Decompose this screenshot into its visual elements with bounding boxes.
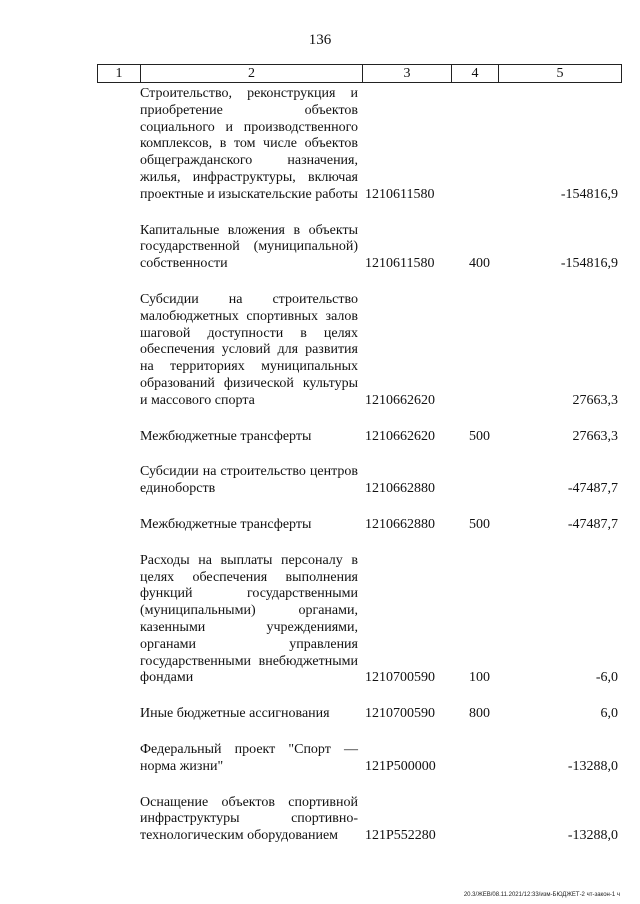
row-description: Федеральный проект "Спорт — норма жизни" bbox=[140, 741, 358, 774]
row-sum: -13288,0 bbox=[567, 828, 618, 844]
row-code: 1210700590 bbox=[365, 706, 435, 722]
table-row bbox=[97, 553, 622, 687]
row-sum: 6,0 bbox=[600, 706, 618, 722]
row-description: Строительство, реконструкция и приобретение объектов социального и производственного комплексов, в том числе объектов общегражданского назначения, жилья, инфраструктуры, включая проектные и изыскательские работы bbox=[140, 86, 358, 202]
row-sum: -154816,9 bbox=[560, 256, 618, 272]
row-code: 121P500000 bbox=[365, 758, 436, 774]
row-kind: 500 bbox=[469, 516, 490, 532]
row-sum: -47487,7 bbox=[567, 516, 618, 532]
row-code: 1210662880 bbox=[365, 516, 435, 532]
budget-table bbox=[97, 86, 622, 864]
table-row bbox=[97, 429, 622, 446]
table-row bbox=[97, 795, 622, 845]
row-kind: 400 bbox=[469, 256, 490, 272]
row-description: Субсидии на строительство малобюджетных спортивных залов шаговой доступности в целях обеспечения условий для развития на территориях муниципальных образований физической культуры и массового спорта bbox=[140, 291, 358, 408]
column-header-3: 3 bbox=[363, 65, 452, 82]
document-footer: 20.3/ЖЕВ/08.11.2021/12:33/изм-БЮДЖЕТ-2 чт-закон-1 ч bbox=[463, 892, 620, 898]
table-row bbox=[97, 86, 622, 204]
table-row bbox=[97, 742, 622, 776]
row-code: 1210700590 bbox=[365, 670, 435, 686]
row-sum: 27663,3 bbox=[572, 428, 618, 444]
row-description: Иные бюджетные ассигнования bbox=[140, 706, 330, 722]
row-description: Расходы на выплаты персоналу в целях обеспечения выполнения функций государственными (муниципальными) органами, казенными учреждениями, органами управления государственными внебюджетными фондами bbox=[140, 552, 358, 686]
column-header-2: 2 bbox=[141, 65, 363, 82]
row-sum: -13288,0 bbox=[567, 758, 618, 774]
row-description: Субсидии на строительство центров единоборств bbox=[140, 464, 358, 497]
row-code: 1210662880 bbox=[365, 481, 435, 497]
row-sum: 27663,3 bbox=[572, 392, 618, 408]
table-row bbox=[97, 464, 622, 498]
table-header bbox=[97, 64, 622, 83]
column-header-4: 4 bbox=[452, 65, 499, 82]
row-code: 1210611580 bbox=[365, 186, 435, 202]
row-kind: 500 bbox=[469, 428, 490, 444]
column-header-1: 1 bbox=[98, 65, 141, 82]
page-number: 136 bbox=[308, 32, 332, 48]
row-sum: -47487,7 bbox=[567, 481, 618, 497]
row-code: 1210611580 bbox=[365, 256, 435, 272]
row-kind: 100 bbox=[469, 670, 490, 686]
row-code: 1210662620 bbox=[365, 428, 435, 444]
row-code: 121P552280 bbox=[365, 828, 436, 844]
row-description: Капитальные вложения в объекты государственной (муниципальной) собственности bbox=[140, 222, 358, 272]
table-row bbox=[97, 223, 622, 273]
row-sum: -154816,9 bbox=[560, 186, 618, 202]
row-description: Межбюджетные трансферты bbox=[140, 428, 312, 444]
row-description: Межбюджетные трансферты bbox=[140, 516, 312, 532]
column-header-5: 5 bbox=[556, 66, 564, 81]
row-code: 1210662620 bbox=[365, 392, 435, 408]
row-kind: 800 bbox=[469, 706, 490, 722]
table-row bbox=[97, 706, 622, 723]
table-row bbox=[97, 292, 622, 410]
row-description: Оснащение объектов спортивной инфраструктуры спортивно-технологическим оборудованием bbox=[140, 794, 358, 844]
row-sum: -6,0 bbox=[595, 670, 618, 686]
table-row bbox=[97, 517, 622, 534]
